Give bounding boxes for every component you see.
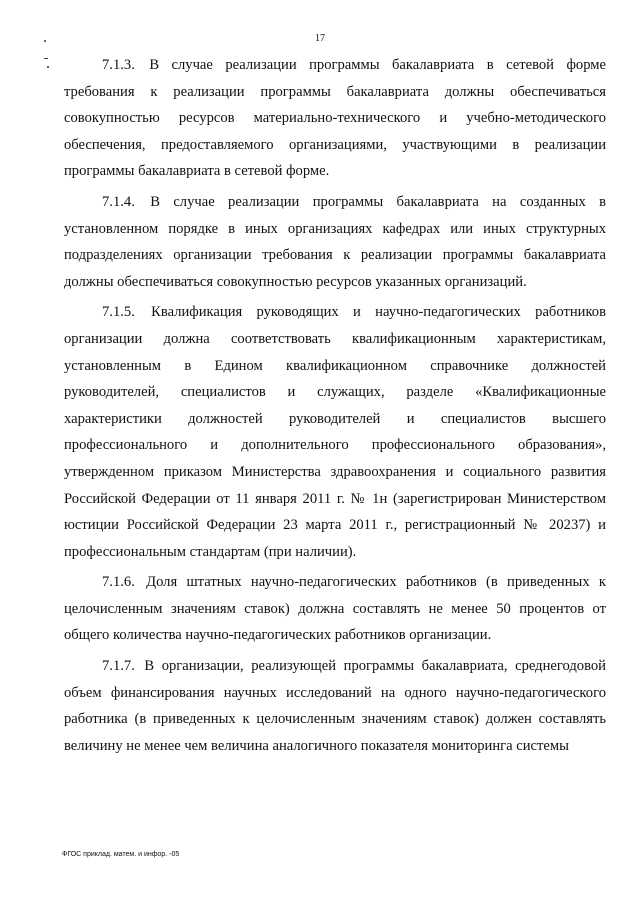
- page-number: 17: [315, 33, 325, 44]
- paragraph-7-1-7: [64, 653, 606, 759]
- scan-artifact-mark: [47, 66, 49, 68]
- paragraph-number: 7.1.5.: [102, 304, 135, 321]
- paragraph-text: В случае реализации программы бакалавриата на созданных в установленном порядке в иных организациях кафедрах или иных структурных подразделениях организации требования к реализации программы бакалавриата должны обеспечиваться совокупностью ресурсов указанных организаций.: [64, 193, 606, 290]
- paragraph-text: В случае реализации программы бакалавриата в сетевой форме требования к реализации программы бакалавриата должны обеспечиваться совокупностью ресурсов материально-технического и учебно-методического обеспечения, предоставляемого организациями, участвующими в реализации программы бакалавриата в сетевой форме.: [64, 57, 606, 180]
- paragraph-number: 7.1.7.: [102, 658, 135, 675]
- paragraph-number: 7.1.4.: [102, 193, 135, 210]
- paragraph-7-1-4: [64, 189, 606, 295]
- document-body: [64, 52, 606, 763]
- paragraph-7-1-3: [64, 52, 606, 185]
- paragraph-text: В организации, реализующей программы бакалавриата, среднегодовой объем финансирования научных исследований на одного научно-педагогического работника (в приведенных к целочисленным значениям ставок) должен составлять величину не менее чем величина аналогичного показателя мониторинга системы: [64, 658, 606, 754]
- paragraph-7-1-5: [64, 299, 606, 565]
- paragraph-number: 7.1.6.: [102, 574, 135, 591]
- paragraph-number: 7.1.3.: [102, 57, 135, 73]
- paragraph-text: Квалификация руководящих и научно-педагогических работников организации должна соответствовать квалификационным характеристикам, установленным в Едином квалификационном справочнике должностей руководителей, специалистов и служащих, разделе «Квалификационные характеристики должностей руководителей и специалистов высшего профессионального и дополнительного профессионального образования», утвержденном приказом Министерства здравоохранения и социального развития Российской Федерации от 11 января 2011 г. № 1н (зарегистрирован Министерством юстиции Российской Федерации 23 марта 2011 г., регистрационный № 20237) и профессиональным стандартам (при наличии).: [64, 304, 606, 560]
- footer-document-code: ФГОС приклад. матем. и инфор. -05: [62, 851, 180, 858]
- paragraph-text: Доля штатных научно-педагогических работников (в приведенных к целочисленным значениям ставок) должна составлять не менее 50 процентов от общего количества научно-педагогических работников организации.: [64, 574, 607, 644]
- scan-artifact-mark: [44, 58, 48, 59]
- paragraph-7-1-6: [64, 569, 606, 649]
